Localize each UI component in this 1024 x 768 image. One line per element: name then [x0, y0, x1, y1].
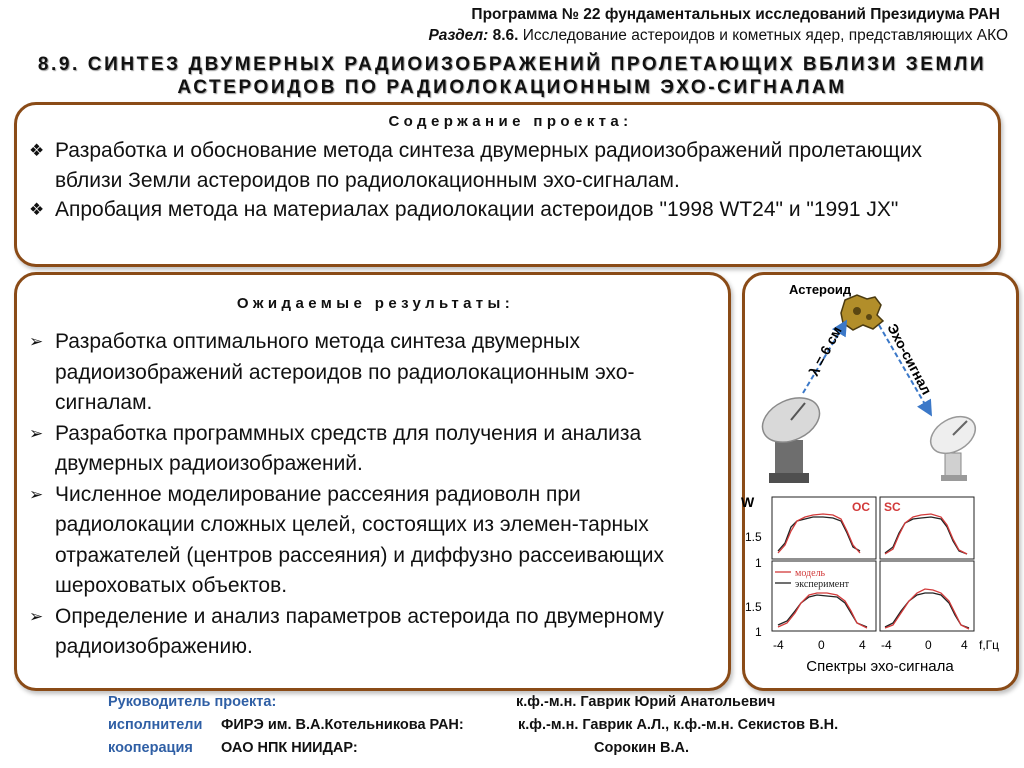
cooperation-org: ОАО НПК НИИДАР:: [221, 740, 358, 756]
x-tick-label: 4: [859, 638, 866, 652]
x-tick-label: -4: [881, 638, 892, 652]
page-title-line-1: 8.9. СИНТЕЗ ДВУМЕРНЫХ РАДИОИЗОБРАЖЕНИЙ ПРОЛЕТАЮЩИХ ВБЛИЗИ ЗЕМЛИ: [37, 54, 987, 75]
results-heading: Ожидаемые результаты:: [236, 295, 515, 312]
x-unit-label: f,Гц: [979, 638, 1000, 652]
list-item-text: Разработка программных средств для получения и анализа двумерных радиоизображений.: [55, 421, 642, 475]
section-number: 8.6.: [492, 27, 519, 44]
cooperation-value: Сорокин В.А.: [594, 740, 690, 756]
spectrum-panel-top-left: [772, 497, 876, 559]
y-tick-label: 1: [755, 625, 762, 639]
spectrum-panel-bottom-left: [772, 561, 876, 631]
asteroid-crater-icon: [866, 314, 872, 320]
y-tick-label: 1.5: [745, 530, 762, 544]
cooperation-label: кооперация: [108, 740, 193, 756]
radar-antenna-icon: [755, 389, 826, 483]
diamond-bullet-icon: ❖: [29, 200, 45, 219]
legend-experiment-label: эксперимент: [795, 579, 849, 590]
list-item-text: Разработка оптимального метода синтеза двумерных радиоизображений астероидов по радиолокационным эхо-сигналам.: [55, 330, 635, 414]
figure-caption: Спектры эхо-сигнала: [806, 658, 954, 675]
asteroid-label: Астероид: [789, 282, 852, 297]
radar-antenna-icon: [924, 409, 982, 481]
arrow-bullet-icon: ➢: [29, 606, 44, 626]
x-tick-label: 4: [961, 638, 968, 652]
panel-sc-label: SC: [884, 500, 901, 514]
page-title-line-2: АСТЕРОИДОВ ПО РАДИОЛОКАЦИОННЫМ ЭХО-СИГНАЛАМ: [177, 77, 847, 98]
executors-label: исполнители: [108, 717, 203, 733]
list-item-text: Численное моделирование рассеяния радиоволн при радиолокации сложных целей, состоящих из элемен-тарных отражателей (центров рассеяния) и диффузно рассеивающих шероховатых объектов.: [55, 482, 665, 597]
program-title: Программа № 22 фундаментальных исследований Президиума РАН: [471, 6, 1000, 23]
y-tick-label: 1: [755, 556, 762, 570]
executors-org: ФИРЭ им. В.А.Котельникова РАН:: [221, 717, 464, 733]
diamond-bullet-icon: ❖: [29, 141, 45, 160]
list-item-text: Апробация метода на материалах радиолокации астероидов "1998 WT24" и "1991 JX": [55, 198, 899, 221]
leader-value: к.ф.-м.н. Гаврик Юрий Анатольевич: [516, 694, 776, 710]
x-tick-label: 0: [818, 638, 825, 652]
wavelength-label: λ = 6 см: [805, 323, 845, 379]
spectrum-panel-top-right: [880, 497, 974, 559]
legend-model-label: модель: [795, 568, 826, 579]
list-item: [23, 419, 714, 480]
x-tick-label: 0: [925, 638, 932, 652]
spectrum-panel-bottom-right: [880, 561, 974, 631]
project-content-box: [14, 102, 1001, 267]
expected-results-box: [14, 272, 731, 691]
y-axis-letter: W: [741, 494, 755, 510]
executors-value: к.ф.-м.н. Гаврик А.Л., к.ф.-м.н. Секистов В.Н.: [518, 717, 839, 733]
list-item-text: Определение и анализ параметров астероида по двумерному радиоизображению.: [55, 604, 664, 658]
list-item: [23, 136, 984, 195]
results-list: [23, 327, 714, 663]
panel-oc-label: OC: [852, 500, 870, 514]
list-item-text: Разработка и обоснование метода синтеза двумерных радиоизображений пролетающих вблизи Земли астероидов по радиолокационным эхо-сигналам.: [55, 139, 922, 192]
section-label: Раздел:: [428, 27, 489, 44]
radar-figure: [741, 275, 1016, 688]
section-title: Исследование астероидов и кометных ядер, представляющих АКО: [522, 27, 1008, 44]
list-item: [23, 327, 714, 419]
arrow-bullet-icon: ➢: [29, 484, 44, 504]
x-tick-label: -4: [773, 638, 784, 652]
leader-label: Руководитель проекта:: [108, 694, 277, 710]
section-line: [0, 27, 1008, 45]
y-tick-label: 1.5: [745, 600, 762, 614]
arrow-bullet-icon: ➢: [29, 423, 44, 443]
asteroid-icon: [841, 295, 883, 330]
asteroid-crater-icon: [853, 307, 861, 315]
arrow-bullet-icon: ➢: [29, 332, 44, 351]
content-list: [23, 136, 984, 225]
list-item: [23, 195, 984, 225]
radar-figure-box: [742, 272, 1019, 691]
content-heading: Содержание проекта:: [388, 113, 633, 130]
list-item: [23, 480, 714, 602]
echo-signal-label: Эхо-сигнал: [884, 320, 936, 398]
list-item: [23, 602, 714, 663]
